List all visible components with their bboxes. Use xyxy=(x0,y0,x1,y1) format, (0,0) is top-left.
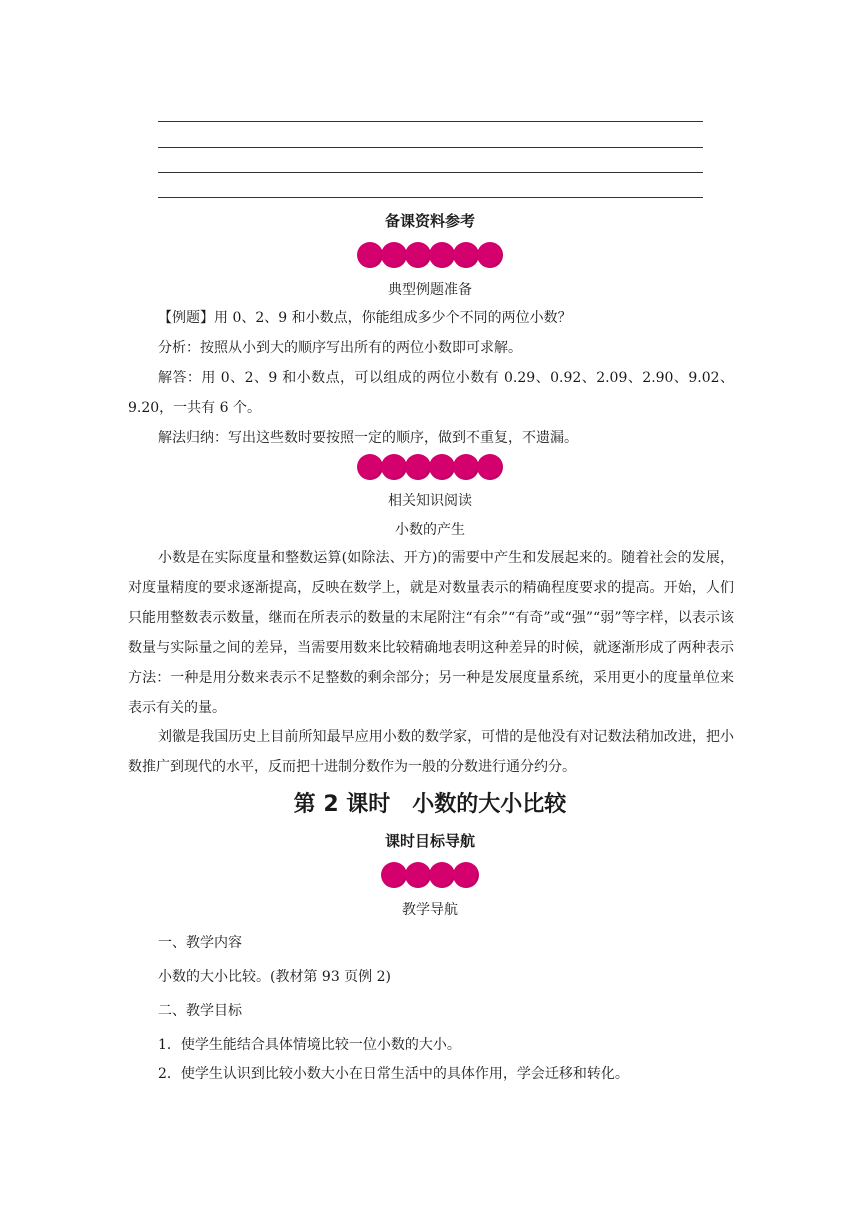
decorative-dots xyxy=(0,862,860,888)
reading-title: 小数的产生 xyxy=(395,522,465,538)
method-label: 解法归纳： xyxy=(158,430,228,446)
goal-item-2: 2．使学生认识到比较小数大小在日常生活中的具体作用，学会迁移和转化。 xyxy=(158,1066,629,1082)
reading-paragraph-2: 刘徽是我国历史上目前所知最早应用小数的数学家，可惜的是他没有对记数法稍加改进，把小数推广到现代的水平，反而把十进制分数作为一般的分数进行通分约分。 xyxy=(128,729,734,775)
example-paragraph xyxy=(158,303,734,333)
reading-paragraph-1: 小数是在实际度量和整数运算(如除法、开方)的需要中产生和发展起来的。随着社会的发展，对度量精度的要求逐渐提高，反映在数学上，就是对数量表示的精确程度要求的提高。开始，人们只能用整数表示数量，继而在所表示的数量的末尾附注“有余”“有奇”或“强”“弱”等字样，以表示该数量与实际量之间的差异，当需要用数来比较精确地表明这种差异的时候，就逐渐形成了两种表示方法：一种是用分数来表示不足整数的剩余部分；另一种是发展度量系统，采用更小的度量单位来表示有关的量。 xyxy=(128,550,734,716)
lesson-title: 第 2 课时 小数的大小比较 xyxy=(293,792,567,817)
content-text: 小数的大小比较。(教材第 93 页例 2) xyxy=(158,969,391,985)
dot-icon xyxy=(405,242,431,268)
blank-line xyxy=(158,121,703,122)
dot-icon xyxy=(405,862,431,888)
example-text: 用 0、2、9 和小数点，你能组成多少个不同的两位小数？ xyxy=(214,310,572,326)
goals-subtitle: 课时目标导航 xyxy=(384,832,475,850)
dot-icon xyxy=(357,454,383,480)
dot-icon xyxy=(477,242,503,268)
answer-label: 解答： xyxy=(158,370,202,386)
dot-icon xyxy=(381,454,407,480)
dot-icon xyxy=(429,862,455,888)
analysis-text: 按照从小到大的顺序写出所有的两位小数即可求解。 xyxy=(200,340,522,356)
dot-icon xyxy=(453,242,479,268)
blank-line xyxy=(158,147,703,148)
method-paragraph xyxy=(158,423,734,453)
example-label: 【例题】 xyxy=(158,310,214,326)
decorative-dots xyxy=(0,454,860,480)
dot-icon xyxy=(429,454,455,480)
dot-icon xyxy=(381,862,407,888)
goals-heading: 二、教学目标 xyxy=(158,1003,242,1019)
method-text: 写出这些数时要按照一定的顺序，做到不重复，不遗漏。 xyxy=(228,430,578,446)
blank-line xyxy=(158,197,703,198)
dot-icon xyxy=(453,454,479,480)
dot-icon xyxy=(453,862,479,888)
blank-line xyxy=(158,172,703,173)
examples-subtitle: 典型例题准备 xyxy=(388,282,472,298)
goal-item-1: 1．使学生能结合具体情境比较一位小数的大小。 xyxy=(158,1037,461,1053)
answer-text: 用 0、2、9 和小数点，可以组成的两位小数有 0.29、0.92、2.09、2.90、9.02、9.20，一共有 6 个。 xyxy=(128,370,735,416)
answer-paragraph xyxy=(128,363,734,423)
analysis-label: 分析： xyxy=(158,340,200,356)
dot-icon xyxy=(429,242,455,268)
reading-subtitle: 相关知识阅读 xyxy=(388,493,472,509)
decorative-dots xyxy=(0,242,860,268)
dot-icon xyxy=(381,242,407,268)
dot-icon xyxy=(405,454,431,480)
nav-subtitle: 教学导航 xyxy=(402,902,458,918)
section-title: 备课资料参考 xyxy=(384,212,475,230)
content-heading: 一、教学内容 xyxy=(158,935,242,951)
analysis-paragraph xyxy=(158,333,734,363)
dot-icon xyxy=(357,242,383,268)
dot-icon xyxy=(477,454,503,480)
